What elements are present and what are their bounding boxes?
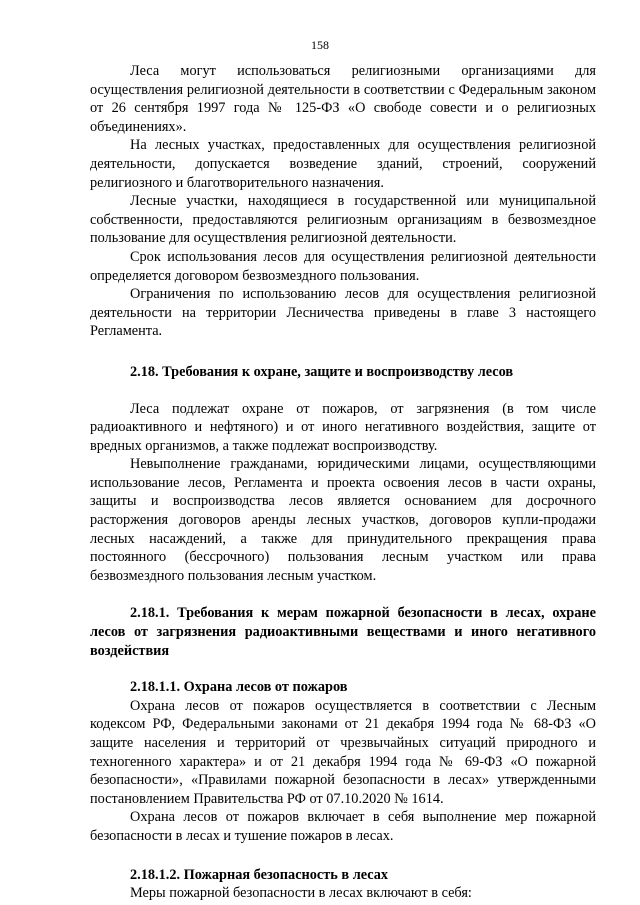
paragraph-restrictions: Ограничения по использованию лесов для осуществления религиозной деятельности на территории Лесничества приведены в главе 3 настоящего Регламента. — [90, 286, 596, 340]
paragraph-fire-safety-includes: Меры пожарной безопасности в лесах включают в себя: — [130, 885, 472, 902]
paragraph-forest-protection: Леса подлежат охране от пожаров, от загрязнения (в том числе радиоактивного и нефтяного) и от иного негативного воздействия, защите от вредных организмов, а также подлежат воспроизводству. — [90, 400, 596, 454]
page-number: 158 — [311, 38, 329, 52]
section-heading-2-18-1-2: 2.18.1.2. Пожарная безопасность в лесах — [130, 866, 389, 883]
paragraph-free-use: Лесные участки, находящиеся в государственной или муниципальной собственности, предоставляются религиозным организациям в безвозмездное пользование для осуществления религиозной деятельности. — [90, 193, 596, 247]
paragraph-fire-protection-law: Охрана лесов от пожаров осуществляется в соответствии с Лесным кодексом РФ, Федеральными законами от 21 декабря 1994 года № 68-ФЗ «О защите населения и территорий от чрезвычайных ситуаций природного и техногенного характера» и от 21 декабря 1994 года № 69-ФЗ «О пожарной безопасности», «Правилами пожарной безопасности в лесах» утвержденными постановлением Правительства РФ от 07.10.2020 № 1614. — [90, 697, 596, 807]
page-content — [90, 62, 596, 903]
paragraph-non-compliance: Невыполнение гражданами, юридическими лицами, осуществляющими использование лесов, Регламента и проекта освоения лесов в части охраны, защиты и воспроизводства лесов является основанием для досрочного расторжения договоров аренды лесных участков, договоров купли-продажи лесных насаждений, а также для принудительного прекращения права постоянного (бессрочного) пользования лесным участком или права безвозмездного пользования лесным участком. — [90, 456, 596, 584]
section-heading-2-18-1-1: 2.18.1.1. Охрана лесов от пожаров — [130, 679, 348, 696]
paragraph-religious-use: Леса могут использоваться религиозными организациями для осуществления религиозной деятельности в соответствии с Федеральным законом от 26 сентября 1997 года № 125-ФЗ «О свободе совести и о религиозных объединениях». — [90, 63, 596, 135]
section-heading-2-18-1: 2.18.1. Требования к мерам пожарной безопасности в лесах, охране лесов от загрязнения радиоактивными веществами и иного негативного воздействия — [90, 605, 596, 659]
section-heading-2-18: 2.18. Требования к охране, защите и воспроизводству лесов — [130, 363, 514, 380]
paragraph-buildings-allowed: На лесных участках, предоставленных для осуществления религиозной деятельности, допускается возведение зданий, строений, сооружений религиозного и благотворительного назначения. — [90, 137, 596, 191]
paragraph-use-term: Срок использования лесов для осуществления религиозной деятельности определяется договором безвозмездного пользования. — [90, 248, 596, 284]
paragraph-fire-protection-measures: Охрана лесов от пожаров включает в себя выполнение мер пожарной безопасности в лесах и тушение пожаров в лесах. — [90, 809, 596, 844]
